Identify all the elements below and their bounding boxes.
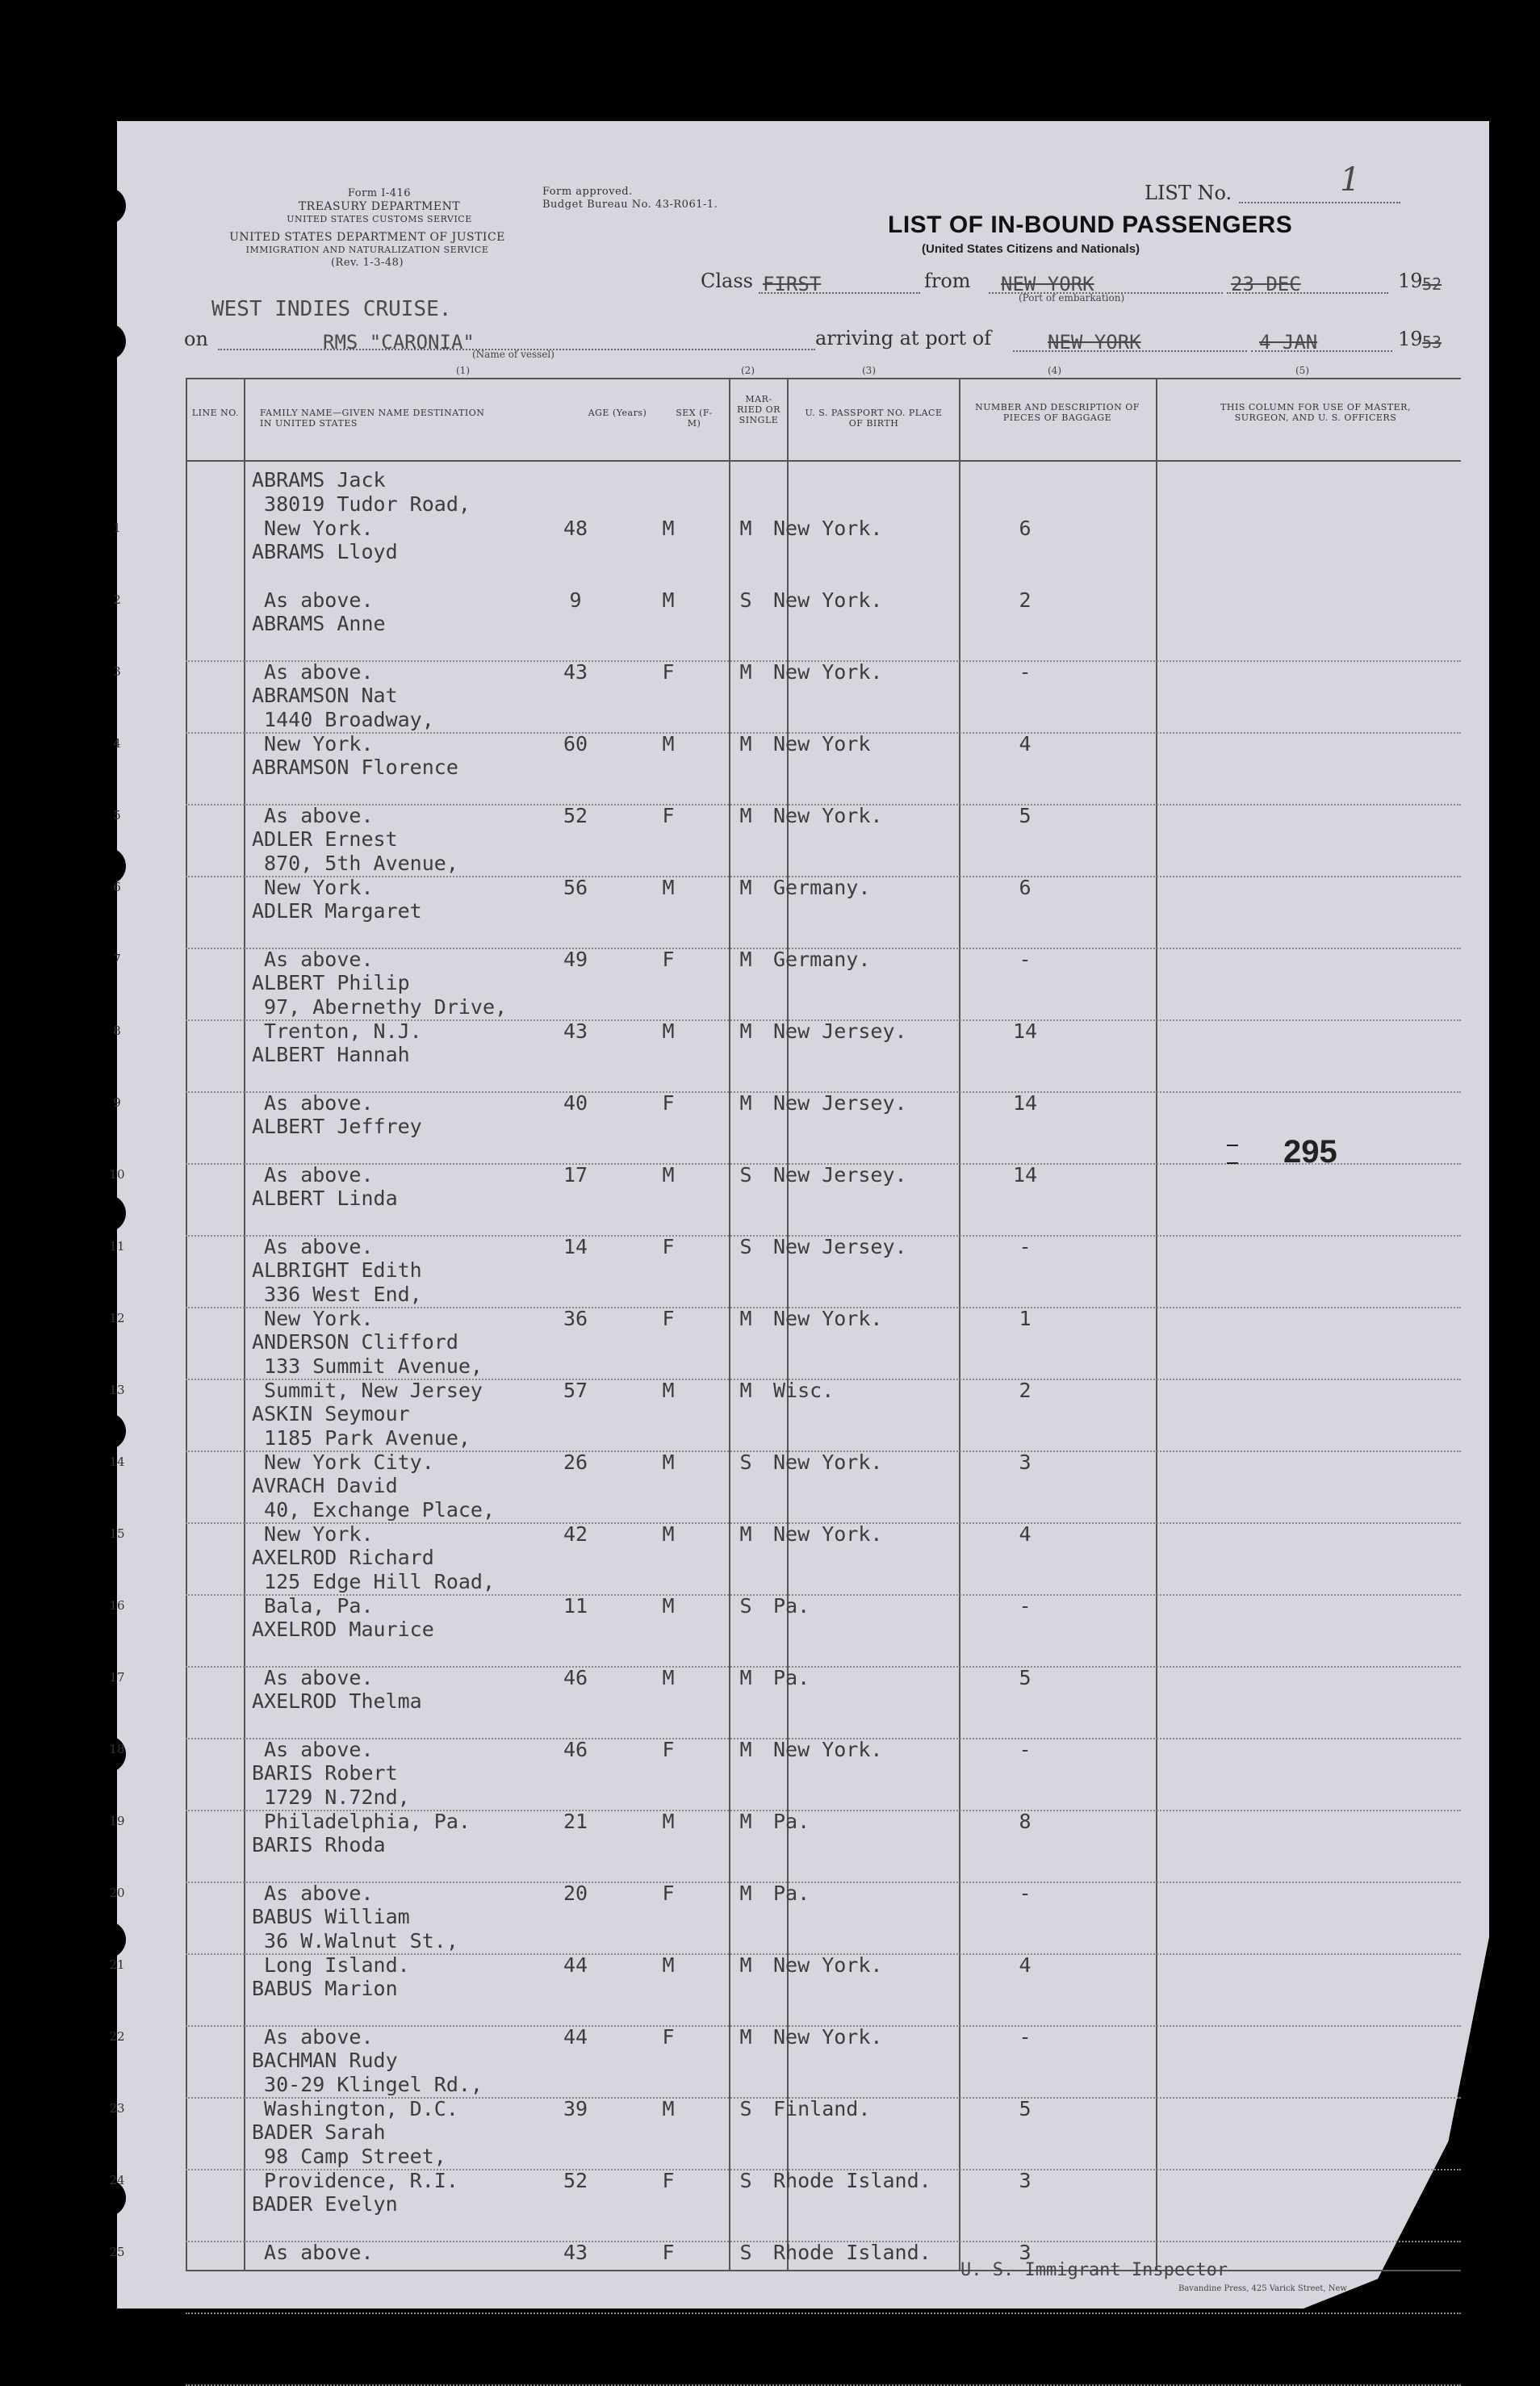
line-number: 4: [113, 736, 121, 751]
passenger-name: ABRAMS Anne As above.: [252, 612, 386, 684]
class-value: FIRST: [763, 273, 822, 295]
page-title: LIST OF IN-BOUND PASSENGERS: [888, 211, 1293, 238]
passenger-name: ABRAMS Lloyd As above.: [252, 540, 398, 612]
passenger-age: 17: [563, 1163, 588, 1187]
line-number: 15: [109, 1526, 125, 1541]
passenger-baggage: 5: [1019, 2097, 1032, 2120]
passenger-baggage: 14: [1012, 1091, 1038, 1115]
passenger-name: ALBERT Philip 97, Abernethy Drive, Trenton, N.J.: [252, 971, 508, 1043]
passenger-marital: M: [739, 1307, 752, 1330]
passenger-name: ADLER Ernest 870, 5th Avenue, New York.: [252, 827, 458, 899]
passenger-baggage: 14: [1012, 1163, 1038, 1187]
passenger-sex: F: [662, 1235, 675, 1258]
passenger-marital: S: [739, 588, 752, 612]
line-number: 23: [109, 2101, 125, 2116]
passenger-birthplace: Rhode Island.: [773, 2241, 931, 2264]
stamp-number: 295: [1283, 1134, 1337, 1170]
passenger-baggage: 5: [1019, 1666, 1032, 1689]
passenger-sex: F: [662, 2169, 675, 2192]
passenger-baggage: 3: [1019, 2169, 1032, 2192]
from-label: from: [924, 270, 971, 292]
col-header-married: MAR-RIED OR SINGLE: [737, 394, 780, 425]
year-suffix-2: 53: [1422, 333, 1442, 352]
passenger-age: 42: [563, 1522, 588, 1546]
date-line: [1227, 292, 1388, 294]
line-number: 14: [109, 1455, 125, 1469]
passenger-age: 46: [563, 1666, 588, 1689]
line-number: 21: [109, 1957, 125, 1972]
line-number: 25: [109, 2245, 125, 2259]
passenger-birthplace: New York.: [773, 588, 883, 612]
passenger-birthplace: New Jersey.: [773, 1235, 907, 1258]
passenger-name: ALBERT Linda As above.: [252, 1187, 398, 1258]
passenger-name: AVRACH David 40, Exchange Place, New York.: [252, 1474, 496, 1546]
class-label: Class: [701, 270, 753, 292]
col-header-officers: THIS COLUMN FOR USE OF MASTER, SURGEON, AND U. S. OFFICERS: [1220, 402, 1411, 423]
passenger-name: ALBRIGHT Edith 336 West End, New York.: [252, 1258, 422, 1330]
passenger-birthplace: Rhode Island.: [773, 2169, 931, 2192]
line-number: 19: [109, 1814, 125, 1828]
passenger-age: 21: [563, 1810, 588, 1833]
passenger-birthplace: New York.: [773, 660, 883, 684]
passenger-age: 9: [569, 588, 582, 612]
passenger-baggage: 3: [1019, 2241, 1032, 2264]
passenger-sex: M: [662, 1666, 675, 1689]
table-head-rule: [186, 460, 1461, 462]
passenger-baggage: 6: [1019, 517, 1032, 540]
list-no-value: 1: [1340, 161, 1361, 199]
col-header-name: FAMILY NAME—GIVEN NAME DESTINATION IN UNITED STATES: [260, 408, 485, 429]
passenger-sex: F: [662, 2241, 675, 2264]
passenger-baggage: -: [1019, 1738, 1032, 1761]
line-number: 1: [113, 521, 121, 535]
col-num-2: (2): [741, 365, 755, 376]
passenger-marital: M: [739, 1666, 752, 1689]
passenger-baggage: 4: [1019, 1522, 1032, 1546]
passenger-age: 44: [563, 2025, 588, 2049]
inspector-label: U. S. Immigrant Inspector: [960, 2260, 1228, 2280]
passenger-sex: F: [662, 2025, 675, 2049]
passenger-baggage: -: [1019, 1882, 1032, 1905]
line-number: 22: [109, 2029, 125, 2044]
passenger-sex: F: [662, 1738, 675, 1761]
passenger-name: ALBERT Jeffrey As above.: [252, 1115, 422, 1187]
col-header-passport: U. S. PASSPORT NO. PLACE OF BIRTH: [805, 408, 943, 429]
passenger-marital: M: [739, 948, 752, 971]
passenger-name: ABRAMS Jack 38019 Tudor Road, New York.: [252, 468, 471, 540]
year-suffix: 52: [1422, 274, 1442, 294]
passenger-sex: M: [662, 2097, 675, 2120]
passenger-baggage: 8: [1019, 1810, 1032, 1833]
passenger-baggage: -: [1019, 1235, 1032, 1258]
passenger-sex: M: [662, 1594, 675, 1618]
passenger-sex: M: [662, 732, 675, 756]
col-num-5: (5): [1295, 365, 1309, 376]
passenger-sex: M: [662, 1522, 675, 1546]
passenger-birthplace: New York: [773, 732, 871, 756]
passenger-sex: M: [662, 1450, 675, 1474]
passenger-name: BADER Evelyn As above.: [252, 2192, 398, 2264]
passenger-birthplace: Germany.: [773, 948, 871, 971]
passenger-marital: M: [739, 1810, 752, 1833]
vessel-caption: (Name of vessel): [472, 349, 554, 360]
line-number: 13: [109, 1383, 125, 1397]
passenger-name: ADLER Margaret As above.: [252, 899, 422, 971]
passenger-sex: M: [662, 876, 675, 899]
passenger-birthplace: Wisc.: [773, 1379, 835, 1402]
page-subtitle: (United States Citizens and Nationals): [922, 242, 1140, 256]
passenger-baggage: 2: [1019, 588, 1032, 612]
table-top-rule: [186, 378, 1461, 379]
folded-corner: [1304, 1937, 1489, 2309]
passenger-marital: M: [739, 517, 752, 540]
passenger-age: 48: [563, 517, 588, 540]
passenger-sex: F: [662, 1882, 675, 1905]
passenger-baggage: 2: [1019, 1379, 1032, 1402]
passenger-age: 43: [563, 1019, 588, 1043]
passenger-birthplace: Pa.: [773, 1666, 810, 1689]
passenger-age: 11: [563, 1594, 588, 1618]
passenger-birthplace: New York.: [773, 2025, 883, 2049]
from-caption: (Port of embarkation): [1019, 292, 1125, 303]
passenger-name: ASKIN Seymour 1185 Park Avenue, New York City.: [252, 1402, 471, 1474]
passenger-birthplace: New York.: [773, 1450, 883, 1474]
form-number: Form I-416 TREASURY DEPARTMENT UNITED STATES CUSTOMS SERVICE: [287, 187, 472, 224]
punch-hole: [89, 1921, 126, 1958]
justice-dept: UNITED STATES DEPARTMENT OF JUSTICE IMMIGRATION AND NATURALIZATION SERVICE (Rev. 1-3-48): [229, 231, 505, 269]
passenger-marital: S: [739, 2169, 752, 2192]
port-line: [1013, 350, 1247, 352]
line-number: 9: [113, 1095, 121, 1110]
passenger-marital: M: [739, 1019, 752, 1043]
passenger-name: BACHMAN Rudy 30-29 Klingel Rd., Washington, D.C.: [252, 2049, 483, 2120]
passenger-baggage: 4: [1019, 732, 1032, 756]
passenger-sex: M: [662, 1379, 675, 1402]
col-header-sex: SEX (F-M): [676, 408, 713, 429]
passenger-age: 43: [563, 2241, 588, 2264]
passenger-birthplace: Pa.: [773, 1594, 810, 1618]
passenger-baggage: 4: [1019, 1953, 1032, 1977]
passenger-name: AXELROD Maurice As above.: [252, 1618, 434, 1689]
passenger-baggage: 1: [1019, 1307, 1032, 1330]
line-number: 10: [109, 1167, 125, 1182]
on-label: on: [184, 328, 208, 350]
passenger-birthplace: New York.: [773, 1953, 883, 1977]
passenger-marital: S: [739, 2097, 752, 2120]
passenger-marital: M: [739, 1882, 752, 1905]
passenger-age: 43: [563, 660, 588, 684]
passenger-age: 57: [563, 1379, 588, 1402]
passenger-birthplace: New Jersey.: [773, 1163, 907, 1187]
passenger-sex: F: [662, 1307, 675, 1330]
passenger-sex: F: [662, 660, 675, 684]
passenger-birthplace: New York.: [773, 517, 883, 540]
line-number: 24: [109, 2173, 125, 2187]
row-rule: [186, 2313, 1461, 2314]
punch-hole: [89, 323, 126, 360]
passenger-sex: F: [662, 1091, 675, 1115]
passenger-marital: S: [739, 1594, 752, 1618]
passenger-marital: M: [739, 1953, 752, 1977]
passenger-age: 20: [563, 1882, 588, 1905]
passenger-birthplace: New York.: [773, 1738, 883, 1761]
passenger-marital: M: [739, 804, 752, 827]
col-num-4: (4): [1048, 365, 1061, 376]
class-line: [759, 292, 920, 294]
passenger-baggage: 14: [1012, 1019, 1038, 1043]
passenger-marital: M: [739, 1379, 752, 1402]
passenger-name: BADER Sarah 98 Camp Street, Providence, R.I.: [252, 2120, 458, 2192]
passenger-marital: M: [739, 1091, 752, 1115]
line-number: 12: [109, 1311, 125, 1325]
passenger-name: AXELROD Richard 125 Edge Hill Road, Bala, Pa.: [252, 1546, 496, 1618]
list-no-line: [1239, 202, 1400, 203]
passenger-marital: M: [739, 732, 752, 756]
budget-approval: Form approved. Budget Bureau No. 43-R061-1.: [542, 186, 718, 211]
passenger-age: 60: [563, 732, 588, 756]
col-header-baggage: NUMBER AND DESCRIPTION OF PIECES OF BAGGAGE: [975, 402, 1140, 423]
arriving-label: arriving at port of: [815, 327, 992, 350]
passenger-baggage: 3: [1019, 1450, 1032, 1474]
from-value: NEW YORK: [1001, 273, 1094, 295]
passenger-baggage: 6: [1019, 876, 1032, 899]
passenger-age: 14: [563, 1235, 588, 1258]
passenger-name: BARIS Robert 1729 N.72nd, Philadelphia, Pa.: [252, 1761, 471, 1833]
stamp-dash: [1227, 1145, 1238, 1146]
passenger-sex: M: [662, 588, 675, 612]
stamp-dash: [1227, 1162, 1238, 1164]
passenger-baggage: -: [1019, 948, 1032, 971]
col-header-age: AGE (Years): [588, 408, 647, 418]
passenger-birthplace: New York.: [773, 1307, 883, 1330]
col-num-3: (3): [862, 365, 876, 376]
passenger-age: 44: [563, 1953, 588, 1977]
passenger-birthplace: New Jersey.: [773, 1091, 907, 1115]
punch-hole: [89, 187, 126, 224]
passenger-marital: M: [739, 2025, 752, 2049]
table-bottom-rule: [186, 2270, 1461, 2271]
vessel-name: RMS "CARONIA": [323, 331, 475, 354]
passenger-birthplace: New Jersey.: [773, 1019, 907, 1043]
passenger-age: 56: [563, 876, 588, 899]
line-number: 2: [113, 592, 121, 607]
line-number: 17: [109, 1670, 125, 1685]
passenger-sex: M: [662, 1810, 675, 1833]
passenger-name: BABUS Marion As above.: [252, 1977, 398, 2049]
passenger-marital: S: [739, 1450, 752, 1474]
passenger-sex: M: [662, 1163, 675, 1187]
passenger-marital: S: [739, 1235, 752, 1258]
line-number: 11: [109, 1239, 125, 1254]
arrival-port: NEW YORK: [1048, 331, 1141, 354]
passenger-age: 40: [563, 1091, 588, 1115]
line-number: 8: [113, 1023, 121, 1038]
year-prefix-2: 19: [1398, 328, 1423, 350]
passenger-name: AXELROD Thelma As above.: [252, 1689, 422, 1761]
passenger-marital: S: [739, 2241, 752, 2264]
passenger-name: ABRAMSON Florence As above.: [252, 756, 458, 827]
passenger-sex: F: [662, 948, 675, 971]
passenger-marital: M: [739, 660, 752, 684]
passenger-birthplace: Pa.: [773, 1882, 810, 1905]
punch-hole: [89, 1195, 126, 1232]
line-number: 3: [113, 664, 121, 679]
passenger-age: 39: [563, 2097, 588, 2120]
punch-hole: [89, 1413, 126, 1450]
passenger-name: ALBERT Hannah As above.: [252, 1043, 410, 1115]
arrival-date: 4 JAN: [1259, 331, 1318, 354]
line-number: 6: [113, 880, 121, 894]
passenger-baggage: -: [1019, 660, 1032, 684]
passenger-sex: M: [662, 1019, 675, 1043]
passenger-name: ABRAMSON Nat 1440 Broadway, New York.: [252, 684, 434, 756]
passenger-marital: M: [739, 876, 752, 899]
passenger-age: 36: [563, 1307, 588, 1330]
year-prefix: 19: [1398, 270, 1423, 292]
line-number: 18: [109, 1742, 125, 1756]
passenger-age: 26: [563, 1450, 588, 1474]
passenger-birthplace: New York.: [773, 804, 883, 827]
line-number: 20: [109, 1886, 125, 1900]
passenger-age: 49: [563, 948, 588, 971]
passenger-baggage: 5: [1019, 804, 1032, 827]
passenger-birthplace: Pa.: [773, 1810, 810, 1833]
col-header-line: LINE NO.: [191, 408, 240, 418]
passenger-birthplace: Finland.: [773, 2097, 871, 2120]
cruise-label: WEST INDIES CRUISE.: [211, 297, 452, 321]
list-no-label: LIST No.: [1145, 182, 1232, 204]
arrival-date-line: [1251, 350, 1392, 352]
passenger-name: BABUS William 36 W.Walnut St., Long Island.: [252, 1905, 458, 1977]
passenger-marital: M: [739, 1738, 752, 1761]
passenger-sex: F: [662, 804, 675, 827]
passenger-sex: M: [662, 1953, 675, 1977]
passenger-name: ANDERSON Clifford 133 Summit Avenue, Summit, New Jersey: [252, 1330, 483, 1402]
passenger-age: 46: [563, 1738, 588, 1761]
departure-date: 23 DEC: [1231, 273, 1301, 295]
col-num-1: (1): [456, 365, 470, 376]
line-number: 16: [109, 1598, 125, 1613]
passenger-birthplace: New York.: [773, 1522, 883, 1546]
printer-imprint: Bavandine Press, 425 Varick Street, New: [1178, 2284, 1347, 2293]
passenger-sex: M: [662, 517, 675, 540]
passenger-marital: M: [739, 1522, 752, 1546]
line-number: 5: [113, 808, 121, 823]
passenger-age: 52: [563, 804, 588, 827]
passenger-marital: S: [739, 1163, 752, 1187]
passenger-name: BARIS Rhoda As above.: [252, 1833, 386, 1905]
passenger-birthplace: Germany.: [773, 876, 871, 899]
passenger-baggage: -: [1019, 1594, 1032, 1618]
passenger-age: 52: [563, 2169, 588, 2192]
line-number: 7: [113, 952, 121, 966]
passenger-baggage: -: [1019, 2025, 1032, 2049]
